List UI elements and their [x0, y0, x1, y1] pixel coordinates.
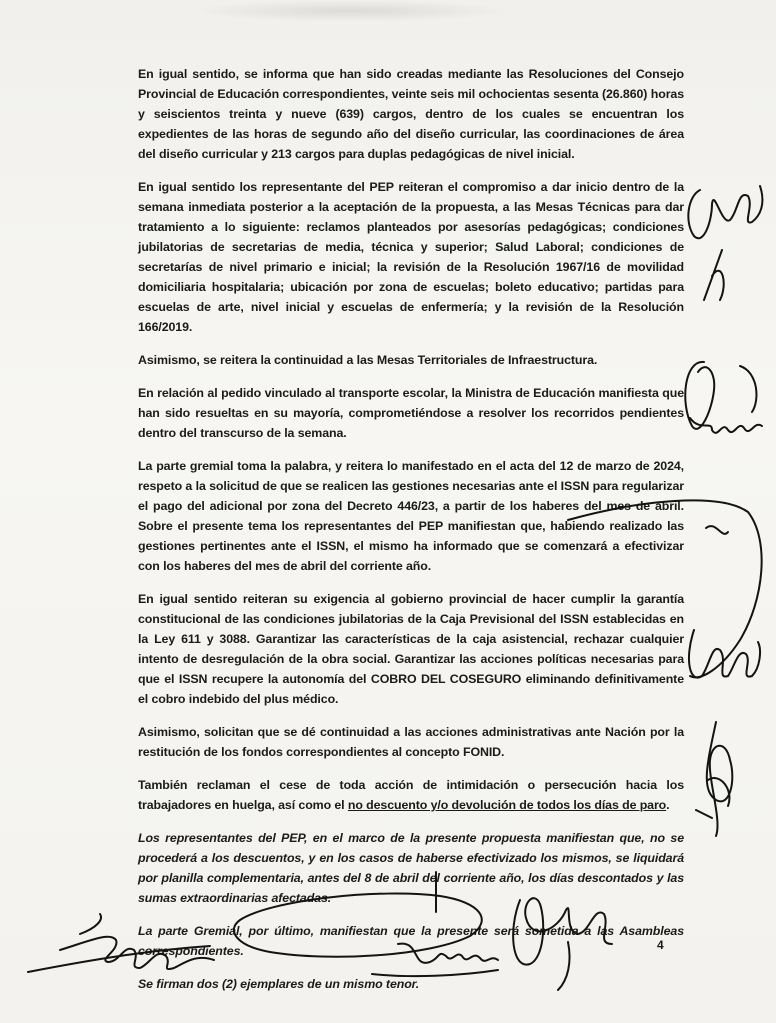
- margin-signature-1: [688, 186, 762, 300]
- document-body: [138, 64, 684, 1007]
- paragraph-descuentos: Los representantes del PEP, en el marco de la presente propuesta manifiestan que, no se procederá a los descuentos, y en los casos de haberse efectivizado los mismos, se liquidará por planilla complementaria, antes del 8 de abril del corriente año, los días descontados y las sumas extraordinarias afectadas.: [138, 831, 684, 905]
- paragraph-huelga: [138, 775, 684, 815]
- paragraph-fonid: Asimismo, solicitan que se dé continuidad a las acciones administrativas ante Nación por la restitución de los fondos correspondientes al concepto FONID.: [138, 725, 684, 759]
- huelga-end: .: [666, 798, 670, 812]
- paragraph-caja-previsional: En igual sentido reiteran su exigencia al gobierno provincial de hacer cumplir la garantía constitucional de las condiciones jubilatorias de la Caja Previsional del ISSN establecidas en la Ley 611 y 3088. Garantizar las características de la caja asistencial, rechazar cualquier intento de desregulación de la obra social. Garantizar las acciones políticas necesarias para que el ISSN recupere la autonomía del COBRO DEL COSEGURO eliminando definitivamente el cobro indebido del plus médico.: [138, 592, 684, 706]
- show-through-header: [190, 0, 510, 22]
- paragraph-asambleas: La parte Gremial, por último, manifiestan que la presente será sometida a las Asambleas correspondientes.: [138, 924, 684, 958]
- paragraph-transporte: En relación al pedido vinculado al transporte escolar, la Ministra de Educación manifiesta que han sido resueltas en su mayoría, comprometiéndose a resolver los recorridos pendientes dentro del transcurso de la semana.: [138, 386, 684, 440]
- paragraph-resoluciones: En igual sentido, se informa que han sido creadas mediante las Resoluciones del Consejo Provincial de Educación correspondientes, veinte seis mil ochocientas sesenta (26.860) horas y seiscientos treinta y nueve (639) cargos, dentro de los cuales se encuentran los expedientes de las horas de segundo año del diseño curricular, las coordinaciones de área del diseño curricular y 213 cargos para duplas pedagógicas de nivel inicial.: [138, 67, 684, 161]
- no-descuento-underlined: no descuento y/o devolución de todos los días de paro: [347, 798, 667, 812]
- margin-signature-3: [689, 630, 760, 678]
- paragraph-infraestructura: Asimismo, se reitera la continuidad a las Mesas Territoriales de Infraestructura.: [138, 353, 598, 367]
- page-number: 4: [657, 938, 664, 952]
- margin-signature-2: [685, 362, 762, 433]
- paragraph-issn-adicional: La parte gremial toma la palabra, y reitera lo manifestado en el acta del 12 de marzo de 2024, respeto a la solicitud de que se realicen las gestiones necesarias ante el ISSN para regularizar el pago del adicional por zona del Decreto 446/23, a partir de los haberes del mes de abril. Sobre el presente tema los representantes del PEP manifiestan que, habiendo realizado las gestiones pertinentes ante el ISSN, el mismo ha informado que se comenzará a efectivizar con los haberes del mes de abril del corriente año.: [138, 459, 684, 573]
- huelga-text: También reclaman el cese de toda acción de intimidación o persecución hacia los trabajadores en huelga, así como el: [138, 778, 684, 812]
- margin-signature-4: [696, 722, 732, 836]
- paragraph-mesas-tecnicas: En igual sentido los representante del PEP reiteran el compromiso a dar inicio dentro de la semana inmediata posterior a la aceptación de la propuesta, a las Mesas Técnicas para dar tratamiento a lo siguiente: reclamos planteados por asesorías pedagógicas; condiciones jubilatorias de secretarias de media, técnica y superior; Salud Laboral; condiciones de secretarías de nivel primario e inicial; la revisión de la Resolución 1967/16 de movilidad domiciliaria hospitalaria; ubicación por zona de escuelas; boleto educativo; partidas para escuelas de arte, nivel inicial y escuelas de enfermería; y la revisión de la Resolución 166/2019.: [138, 180, 684, 334]
- paragraph-firman: Se firman dos (2) ejemplares de un mismo tenor.: [138, 977, 420, 991]
